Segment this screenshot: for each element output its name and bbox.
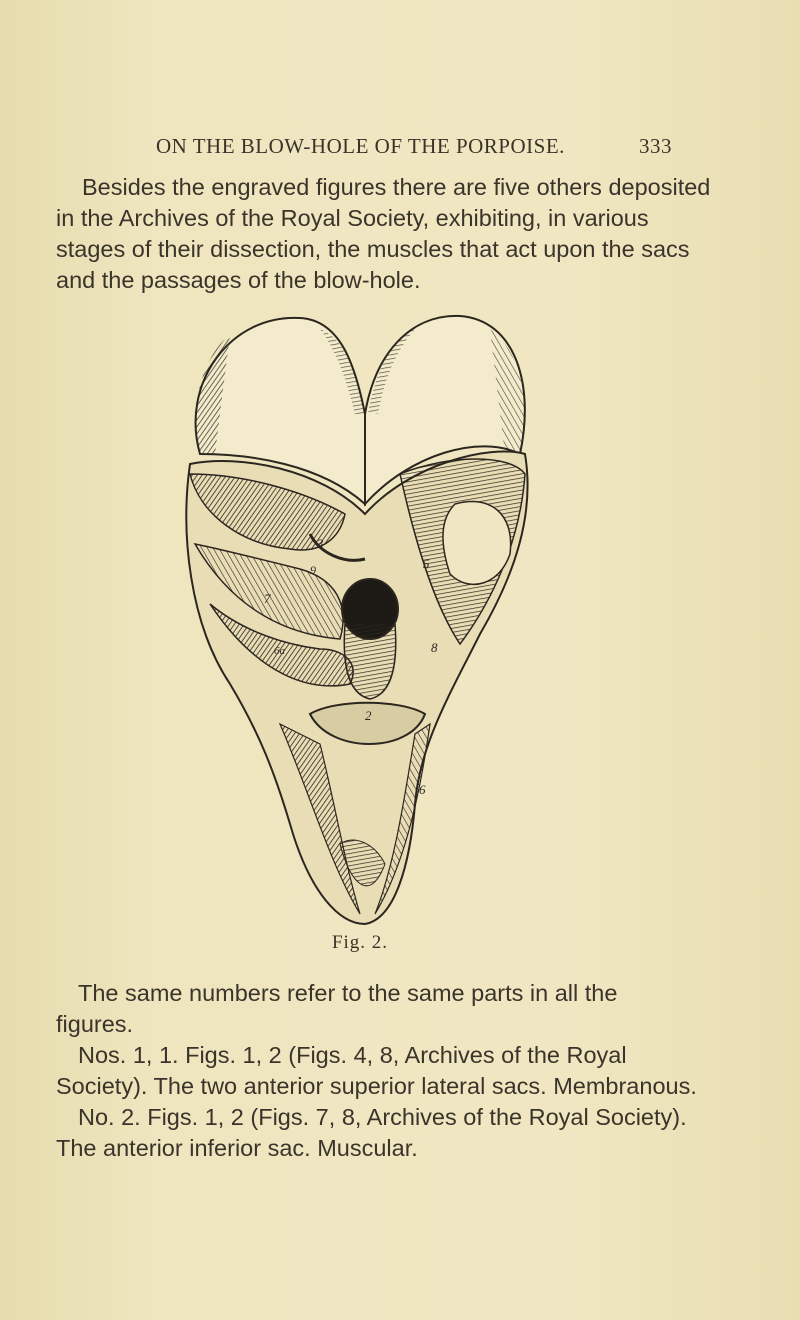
paragraph-legend xyxy=(56,978,697,1164)
figure-label: 3 xyxy=(317,536,324,551)
figure-label: 7 xyxy=(264,591,271,606)
figure-label: 2 xyxy=(365,708,372,723)
figure-label: 9 xyxy=(310,563,316,577)
figure-label: 6 xyxy=(419,782,426,797)
blow-hole-illustration xyxy=(170,304,550,934)
text-line: stages of their dissection, the muscles that act upon the sacs xyxy=(56,236,690,262)
text-line: in the Archives of the Royal Society, exhibiting, in various xyxy=(56,205,649,231)
paragraph-intro xyxy=(56,172,711,296)
text-line: Society). The two anterior superior lateral sacs. Membranous. xyxy=(56,1073,697,1099)
text-line: The anterior inferior sac. Muscular. xyxy=(56,1135,418,1161)
text-line: Besides the engraved figures there are five others deposited xyxy=(82,174,711,200)
page-number: 333 xyxy=(639,134,672,158)
text-line: Nos. 1, 1. Figs. 1, 2 (Figs. 4, 8, Archives of the Royal xyxy=(78,1042,627,1068)
figure-label: 5 xyxy=(423,556,430,571)
anatomical-engraving xyxy=(170,304,550,934)
figure-caption: Fig. 2. xyxy=(331,932,389,953)
figure-label: 8 xyxy=(431,640,438,655)
text-line: The same numbers refer to the same parts in all the xyxy=(78,980,618,1006)
text-line: figures. xyxy=(56,1011,134,1037)
figure-label: 6a xyxy=(274,645,285,657)
header-title: ON THE BLOW-HOLE OF THE PORPOISE. xyxy=(156,134,565,158)
text-line: No. 2. Figs. 1, 2 (Figs. 7, 8, Archives of the Royal Society). xyxy=(78,1104,687,1130)
text-line: and the passages of the blow-hole. xyxy=(56,267,421,293)
